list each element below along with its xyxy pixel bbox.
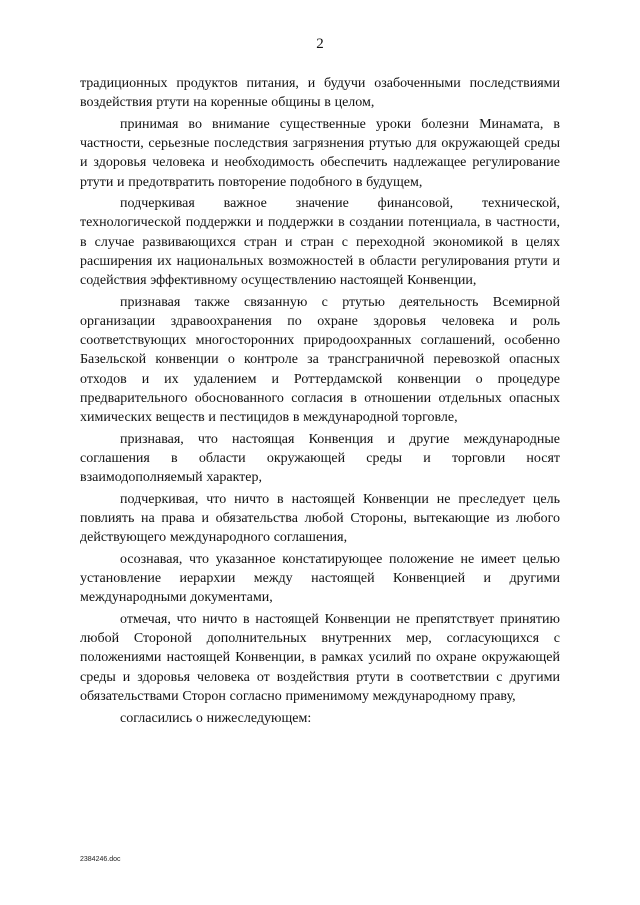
paragraph-7: осознавая, что указанное констатирующее положение не имеет целью установление иерархии между настоящей Конвенцией и другими международными документами, [80,551,560,606]
paragraph-8: отмечая, что ничто в настоящей Конвенции не препятствует принятию любой Стороной дополнительных внутренних мер, согласующихся с положениями настоящей Конвенции, в рамках усилий по охране окружающей среды и здоровья человека от воздействия ртути в соответствии с другими обязательствами Сторон согласно применимому международному праву, [80,611,560,704]
paragraph-4: признавая также связанную с ртутью деятельность Всемирной организации здравоохранения по охране здоровья человека и роль соответствующих многосторонних природоохранных соглашений, особенно Базельской конвенции о контроле за трансграничной перевозкой опасных отходов и их удалением и Роттердамской конвенции о процедуре предварительного обоснованного согласия в отношении отдельных опасных химических веществ и пестицидов в международной торговле, [80,294,560,425]
page-number: 2 [316,36,324,52]
paragraph-1: традиционных продуктов питания, и будучи озабоченными последствиями воздействия ртути на коренные общины в целом, [80,76,560,111]
paragraph-3: подчеркивая важное значение финансовой, технической, технологической поддержки и поддержки в создании потенциала, в частности, в случае развивающихся стран и стран с переходной экономикой в целях расширения их национальных возможностей в области регулирования ртути и содействия эффективному осуществлению настоящей Конвенции, [80,196,560,289]
paragraph-2: принимая во внимание существенные уроки болезни Минамата, в частности, серьезные последствия загрязнения ртутью для окружающей среды и здоровья человека и необходимость обеспечить надлежащее регулирование ртути и предотвратить повторение подобного в будущем, [80,116,560,190]
document-body [80,74,560,730]
paragraph-6: подчеркивая, что ничто в настоящей Конвенции не преследует цель повлиять на права и обязательства любой Стороны, вытекающие из любого действующего международного соглашения, [80,491,560,546]
paragraph-9: согласились о нижеследующем: [120,710,312,726]
footer-file-name: 2384246.doc [80,856,121,863]
paragraph-5: признавая, что настоящая Конвенция и другие международные соглашения в области окружающей среды и торговли носят взаимодополняемый характер, [80,431,560,486]
